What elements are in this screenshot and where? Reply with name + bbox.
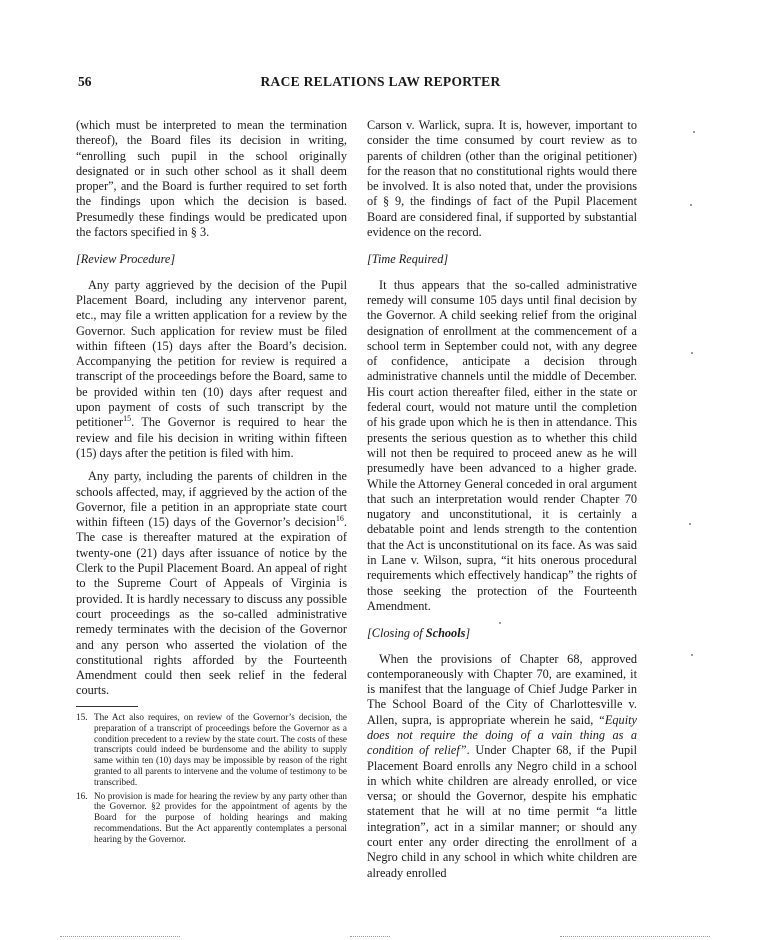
footnote-divider — [76, 706, 138, 707]
footnote-ref: 16 — [335, 514, 344, 524]
paragraph: Any party, including the parents of children in the schools affected, may, if aggrieved by the action of the Governor, file a petition in an appropriate state court within fifteen (15) days of the Governor’s decision$^{16}$. The case is thereafter matured at the expiration of twenty-one (21) days after issuance of notice by the Clerk to the Pupil Placement Board. An appeal of right to the Supreme Court of Appeals of Virginia is provided. It is hardly necessary to discuss any possible court proceedings as the so-called administrative remedy terminates with the decision of the Governor and any person who asserted the violation of the constitutional rights afforded by the Fourteenth Amendment could then seek relief in the federal courts. — [76, 469, 347, 698]
section-heading-closing-of-schools: [Closing of Schools] — [367, 626, 471, 641]
section-heading-time-required: [Time Required] — [367, 252, 449, 267]
section-heading-review-procedure: [Review Procedure] — [76, 252, 176, 267]
paragraph: Carson v. Warlick, supra. It is, however, important to consider the time consumed by court review as to parents of children (other than the original petitioner) for the reason that no constitutional rights would there be involved. It is also noted that, under the provisions of § 9, the findings of fact of the Pupil Placement Board are considered final, if supported by substantial evidence on the record. — [367, 118, 637, 240]
running-head: RACE RELATIONS LAW REPORTER — [260, 74, 501, 89]
paragraph: (which must be interpreted to mean the termination thereof), the Board files its decision in writing, “enrolling such pupil in the school originally designated or in such other school as it shall deem proper”, and the Board is further required to set forth the findings upon which the decision is based. Presumedly these findings would be predicated upon the factors specified in § 3. — [76, 118, 347, 240]
footnote-number: 15. — [76, 712, 88, 722]
left-column — [76, 118, 347, 699]
footnote-ref: 15 — [123, 414, 132, 424]
footnote-text: No provision is made for hearing the review by any party other than the Governor. §2 provides for the appointment of agents by the Board for the purpose of holding hearings and making recommendations. But the Act apparently contemplates a personal hearing by the Governor. — [94, 790, 347, 844]
scan-speck — [690, 204, 692, 206]
right-column — [367, 118, 637, 881]
footnote — [76, 791, 347, 845]
quotation: “Equity does not require the doing of a vain thing as a condition of relief” — [367, 712, 637, 758]
footnote-number: 16. — [76, 790, 88, 801]
footnote — [76, 712, 347, 788]
scan-edge — [60, 936, 180, 938]
paragraph: Any party aggrieved by the decision of the Pupil Placement Board, including any intervenor parent, etc., may file a written application for a review by the Governor. Such application for review must be filed within fifteen (15) days after the Board’s decision. Accompanying the petition for review is required a transcript of the proceedings before the Board, same to be provided within ten (10) days after request and upon payment of costs of such transcript by the petitioner$^{15}$. The Governor is required to hear the review and file his decision in writing within fifteen (15) days after the petition is filed with him. — [76, 277, 347, 460]
page-header — [78, 74, 683, 94]
scan-edge — [560, 936, 710, 938]
paragraph: It thus appears that the so-called administrative remedy will consume 105 days until final decision by the Governor. A child seeking relief from the original designation of enrollment at the commencement of a school term in September could not, with any degree of confidence, anticipate a decision through administrative channels until the middle of December. His court action thereafter filed, either in the state or federal court, would not mature until the completion of his grade upon which he is then in attendance. This presents the serious question as to whether this child will not then be required to proceed anew as he will presumedly have been advanced to a higher grade. While the Attorney General conceded in oral argument that such an interpretation would render Chapter 70 nugatory and unconstitutional, it is certainly a debatable point and lends strength to the contention that the Act is unconstitutional on its face. As was said in Lane v. Wilson, supra, “it hits onerous procedural requirements which effectively handicap” the rights of those seeking the protection of the Fourteenth Amendment. — [367, 277, 637, 613]
paragraph: When the provisions of Chapter 68, approved contemporaneously with Chapter 70, are examined, it is manifest that the language of Chief Judge Parker in The School Board of the City of Charlottesville v. Allen, supra, is appropriate wherein he said, “Equity does not require the doing of a vain thing as a condition of relief”. Under Chapter 68, if the Pupil Placement Board enrolls any Negro child in a school in which white children are already enrolled, or vice versa; or should the Governor, despite his emphatic statement that he will at no time permit “a little integration”, act in a similar manner; or should any court enter any order directing the enrollment of a Negro child in any school in which white children are already enrolled — [367, 651, 637, 880]
scan-speck — [693, 131, 695, 133]
footnote-text: The Act also requires, on review of the Governor’s decision, the preparation of a transcript of proceedings before the Governor as a condition precedent to a review by the state court. The costs of these transcripts could indeed be burdensome and the ability to supply same within ten (10) days may be impossible by reason of the right granted to all parents to intervene and the volume of testimony to be transcribed. — [94, 712, 347, 787]
footnotes — [76, 712, 347, 848]
scan-speck — [689, 523, 691, 525]
scan-speck — [691, 654, 693, 656]
scan-speck — [691, 352, 693, 354]
scan-edge — [350, 936, 390, 938]
page-number: 56 — [78, 74, 92, 89]
scan-speck — [499, 622, 501, 624]
